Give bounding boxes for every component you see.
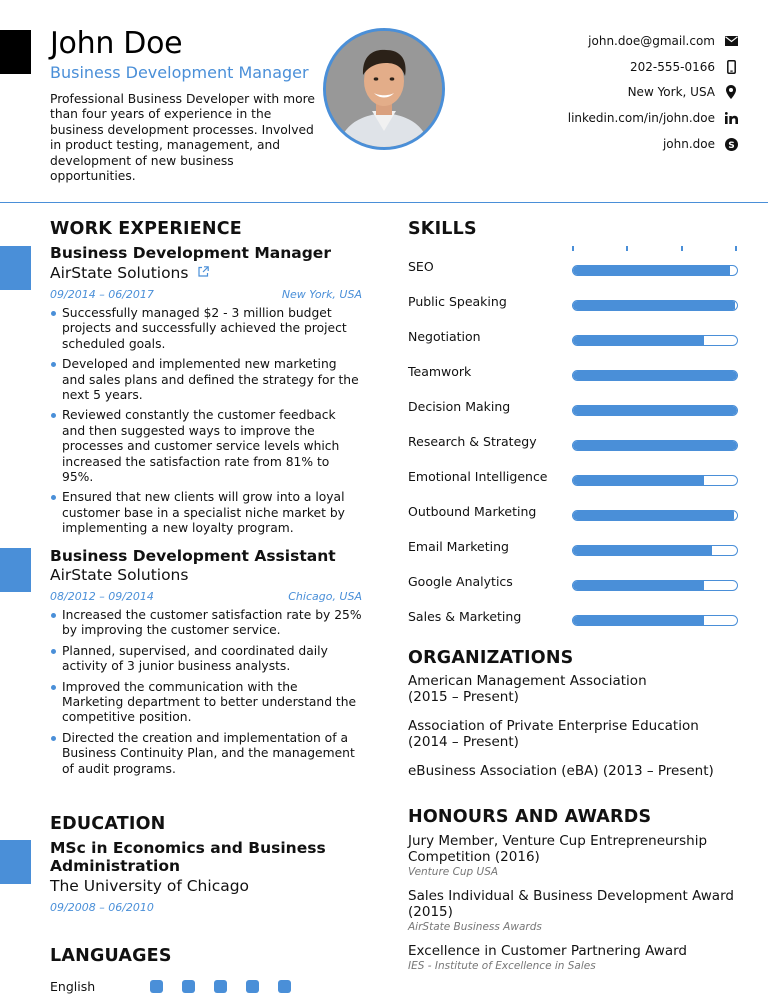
skill-row: [408, 397, 738, 417]
education-degree: MSc in Economics and Business Administration: [50, 839, 326, 875]
job-2-location: Chicago, USA: [288, 590, 362, 603]
contact-email[interactable]: [508, 28, 738, 54]
skill-row: [408, 467, 738, 487]
languages-heading: LANGUAGES: [50, 946, 172, 966]
skill-bar: [572, 405, 738, 416]
skill-label: Google Analytics: [408, 574, 513, 589]
rating-dot: [214, 980, 227, 993]
language-english: English: [50, 979, 96, 994]
skill-label: Outbound Marketing: [408, 504, 537, 519]
external-link-icon[interactable]: [198, 263, 209, 281]
contact-linkedin[interactable]: [508, 105, 738, 131]
award-title: Sales Individual & Business Development Award (2015): [408, 888, 734, 920]
job-1-dates: 09/2014 – 06/2017: [50, 288, 154, 301]
list-item: Ensured that new clients will grow into a loyal customer base in a specialist niche market by implementing a new loyalty program.: [50, 490, 362, 536]
job-1-meta: [50, 288, 362, 301]
education-dates: 09/2008 – 06/2010: [50, 901, 154, 914]
job-2-dates: 08/2012 – 09/2014: [50, 590, 154, 603]
person-portrait-icon: [326, 31, 442, 147]
list-item: [408, 763, 738, 779]
linkedin-icon: [724, 111, 738, 125]
job-1-company-name: AirState Solutions: [50, 264, 189, 282]
list-item: [408, 888, 738, 933]
skill-row: [408, 537, 738, 557]
skype-icon: [724, 137, 738, 151]
skill-row: [408, 502, 738, 522]
skill-row: [408, 257, 738, 277]
skill-row: [408, 327, 738, 347]
decorative-black-block: [0, 30, 31, 74]
awards-list: [408, 833, 738, 972]
envelope-icon: [724, 34, 738, 48]
skill-label: Emotional Intelligence: [408, 469, 548, 484]
skill-label: Research & Strategy: [408, 434, 537, 449]
organization-name: American Management Association: [408, 673, 647, 689]
list-item: Planned, supervised, and coordinated daily activity of 3 junior business analysts.: [50, 644, 362, 675]
skill-row: [408, 432, 738, 452]
contact-skype-text: john.doe: [662, 137, 715, 152]
education-entry: [50, 839, 340, 914]
list-item: Directed the creation and implementation of a Business Continuity Plan, and the management of audit programs.: [50, 731, 362, 777]
list-item: [408, 833, 738, 878]
skill-label: Teamwork: [408, 364, 472, 379]
list-item: Successfully managed $2 - 3 million budget projects and successfully achieved the project scheduled goals.: [50, 306, 362, 352]
job-1-company: [50, 263, 362, 282]
skill-fill: [573, 546, 712, 555]
skill-fill: [573, 371, 737, 380]
candidate-name: John Doe: [50, 26, 183, 61]
list-item: [408, 718, 738, 750]
skill-bar: [572, 580, 738, 591]
profile-photo: [323, 28, 445, 150]
mobile-phone-icon: [724, 60, 738, 74]
skill-bar: [572, 265, 738, 276]
skill-bar: [572, 300, 738, 311]
job-1-title: Business Development Manager: [50, 244, 331, 262]
education-meta: [50, 901, 362, 914]
skill-scale-ticks: [572, 246, 738, 252]
list-item: Developed and implemented new marketing and sales plans and defined the strategy for the next 5 years.: [50, 357, 362, 403]
skill-fill: [573, 581, 704, 590]
skill-bar: [572, 440, 738, 451]
job-2-bullets: [50, 608, 362, 777]
awards-heading: HONOURS AND AWARDS: [408, 807, 652, 827]
contact-list: [508, 28, 738, 157]
skill-label: Sales & Marketing: [408, 609, 522, 624]
award-title: Jury Member, Venture Cup Entrepreneurship Competition (2016): [408, 833, 708, 865]
skills-heading: SKILLS: [408, 219, 477, 239]
organization-name: Association of Private Enterprise Education: [408, 718, 699, 734]
skill-row: [408, 292, 738, 312]
award-organization: AirState Business Awards: [408, 921, 542, 933]
award-organization: IES - Institute of Excellence in Sales: [408, 960, 596, 972]
skill-label: Negotiation: [408, 329, 481, 344]
job-2-company: AirState Solutions: [50, 566, 189, 584]
organizations-list: [408, 673, 738, 779]
rating-dot: [182, 980, 195, 993]
skill-row: [408, 607, 738, 627]
education-heading: EDUCATION: [50, 814, 166, 834]
skill-bar: [572, 475, 738, 486]
contact-email-text: john.doe@gmail.com: [588, 33, 715, 48]
job-1-marker: [0, 246, 31, 290]
rating-dot: [278, 980, 291, 993]
job-2-meta: [50, 590, 362, 603]
skill-fill: [573, 301, 735, 310]
contact-skype[interactable]: [508, 131, 738, 157]
organization-period: (2014 – Present): [408, 734, 519, 750]
skill-fill: [573, 406, 737, 415]
job-1: [50, 244, 362, 542]
job-2: [50, 547, 362, 782]
skill-bar: [572, 545, 738, 556]
skill-label: Decision Making: [408, 399, 511, 414]
contact-location: [508, 80, 738, 106]
candidate-role: Business Development Manager: [50, 63, 309, 82]
job-2-title: Business Development Assistant: [50, 547, 336, 565]
job-1-bullets: [50, 306, 362, 537]
education-school: The University of Chicago: [50, 877, 250, 895]
skill-fill: [573, 511, 734, 520]
contact-phone[interactable]: [508, 54, 738, 80]
contact-linkedin-text: linkedin.com/in/john.doe: [567, 111, 715, 126]
list-item: Reviewed constantly the customer feedback and then suggested ways to improve the processes and customer service levels which increased the satisfaction rate from 81% to 95%.: [50, 408, 362, 485]
education-marker: [0, 840, 31, 884]
organization-period: (2015 – Present): [408, 689, 519, 705]
skill-label: Public Speaking: [408, 294, 507, 309]
rating-dot: [150, 980, 163, 993]
work-experience-heading: WORK EXPERIENCE: [50, 219, 242, 239]
job-1-location: New York, USA: [281, 288, 362, 301]
contact-phone-text: 202-555-0166: [629, 59, 715, 74]
skill-fill: [573, 616, 704, 625]
organizations-heading: ORGANIZATIONS: [408, 648, 574, 668]
skill-bar: [572, 335, 738, 346]
svg-text:S: S: [727, 140, 735, 151]
skill-bar: [572, 370, 738, 381]
organization-name: eBusiness Association (eBA) (2013 – Present): [408, 763, 714, 779]
header-divider: [0, 202, 768, 203]
skill-fill: [573, 476, 704, 485]
list-item: [408, 673, 738, 705]
skill-label: SEO: [408, 259, 434, 274]
skill-fill: [573, 266, 730, 275]
job-2-marker: [0, 548, 31, 592]
language-english-rating: [150, 980, 300, 994]
skill-row: [408, 362, 738, 382]
list-item: Improved the communication with the Marketing department to better understand the competitive position.: [50, 680, 362, 726]
map-pin-icon: [724, 85, 738, 99]
skill-label: Email Marketing: [408, 539, 509, 554]
skill-fill: [573, 441, 737, 450]
skill-bar: [572, 510, 738, 521]
skill-row: [408, 572, 738, 592]
contact-location-text: New York, USA: [627, 85, 715, 100]
skill-fill: [573, 336, 704, 345]
list-item: Increased the customer satisfaction rate by 25% by improving the customer service.: [50, 608, 362, 639]
rating-dot: [246, 980, 259, 993]
award-title: Excellence in Customer Partnering Award: [408, 943, 687, 959]
list-item: [408, 943, 738, 972]
skill-bar: [572, 615, 738, 626]
profile-summary: Professional Business Developer with more than four years of experience in the business development processes. Involved in product testing, management, and development of new business opportunities.: [50, 92, 315, 184]
award-organization: Venture Cup USA: [408, 866, 499, 878]
